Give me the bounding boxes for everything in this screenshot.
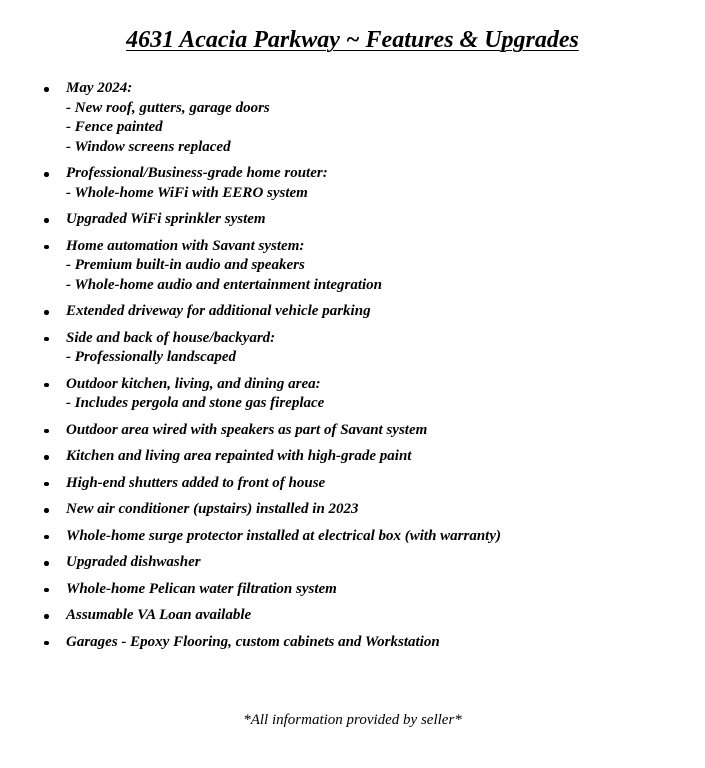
bullet-icon bbox=[44, 172, 49, 177]
bullet-icon bbox=[44, 614, 49, 619]
feature-heading: Whole-home surge protector installed at electrical box (with warranty) bbox=[66, 527, 501, 544]
list-item bbox=[0, 553, 705, 573]
feature-heading: Extended driveway for additional vehicle parking bbox=[66, 303, 371, 319]
feature-heading: Professional/Business-grade home router: bbox=[66, 165, 328, 181]
feature-heading: Garages - Epoxy Flooring, custom cabinets and Workstation bbox=[66, 633, 440, 650]
bullet-icon bbox=[44, 482, 49, 487]
list-item bbox=[0, 302, 705, 322]
page-title: 4631 Acacia Parkway ~ Features & Upgrades bbox=[126, 27, 579, 53]
feature-heading: Home automation with Savant system: bbox=[66, 237, 305, 254]
feature-heading: Side and back of house/backyard: bbox=[66, 329, 276, 346]
list-item bbox=[0, 633, 705, 653]
feature-heading: Assumable VA Loan available bbox=[66, 607, 252, 623]
feature-detail: - Whole-home audio and entertainment integration bbox=[66, 276, 383, 293]
footer-note: *All information provided by seller* bbox=[243, 712, 462, 728]
feature-list bbox=[0, 79, 705, 659]
feature-heading: Upgraded WiFi sprinkler system bbox=[66, 211, 266, 227]
bullet-icon bbox=[44, 561, 49, 566]
bullet-icon bbox=[44, 245, 49, 250]
list-item bbox=[0, 329, 705, 368]
list-item bbox=[0, 580, 705, 600]
feature-detail: - Professionally landscaped bbox=[66, 349, 236, 365]
list-item bbox=[0, 527, 705, 547]
feature-detail: - Includes pergola and stone gas fireplace bbox=[66, 395, 325, 411]
list-item bbox=[0, 421, 705, 441]
list-item bbox=[0, 500, 705, 520]
bullet-icon bbox=[44, 588, 49, 593]
list-item bbox=[0, 237, 705, 296]
list-item bbox=[0, 447, 705, 467]
bullet-icon bbox=[44, 337, 49, 342]
feature-heading: New air conditioner (upstairs) installed in 2023 bbox=[66, 501, 359, 517]
feature-detail: - New roof, gutters, garage doors bbox=[66, 99, 270, 116]
feature-heading: High-end shutters added to front of house bbox=[66, 474, 326, 491]
feature-heading: Kitchen and living area repainted with high-grade paint bbox=[66, 448, 412, 464]
bullet-icon bbox=[44, 508, 49, 513]
feature-heading: Whole-home Pelican water filtration system bbox=[66, 580, 337, 597]
bullet-icon bbox=[44, 429, 49, 434]
bullet-icon bbox=[44, 218, 49, 223]
bullet-icon bbox=[44, 383, 49, 388]
bullet-icon bbox=[44, 87, 49, 92]
list-item bbox=[0, 210, 705, 230]
bullet-icon bbox=[44, 535, 49, 540]
feature-detail: - Premium built-in audio and speakers bbox=[66, 257, 305, 273]
feature-detail: - Window screens replaced bbox=[66, 138, 231, 155]
feature-detail: - Whole-home WiFi with EERO system bbox=[66, 184, 308, 201]
bullet-icon bbox=[44, 310, 49, 315]
list-item bbox=[0, 164, 705, 203]
bullet-icon bbox=[44, 641, 49, 646]
feature-heading: Outdoor area wired with speakers as part of Savant system bbox=[66, 421, 428, 438]
feature-detail: - Fence painted bbox=[66, 119, 163, 135]
feature-heading: Upgraded dishwasher bbox=[66, 554, 201, 570]
list-item bbox=[0, 375, 705, 414]
bullet-icon bbox=[44, 455, 49, 460]
feature-heading: Outdoor kitchen, living, and dining area: bbox=[66, 375, 321, 392]
list-item bbox=[0, 606, 705, 626]
feature-heading: May 2024: bbox=[66, 80, 133, 96]
list-item bbox=[0, 474, 705, 494]
list-item bbox=[0, 79, 705, 157]
